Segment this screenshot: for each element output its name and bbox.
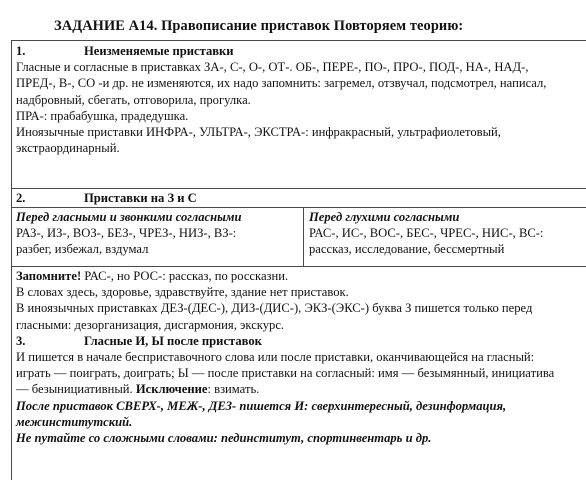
section-1-text: Иноязычные приставки ИНФРА-, УЛЬТРА-, ЭКСТРА-: инфракрасный, ультрафиолетовый, <box>16 125 501 140</box>
exception-label: Исключение <box>135 382 208 397</box>
voiced-column-heading: Перед гласными и звонкими согласными <box>16 210 242 224</box>
remember-label: Запомните! <box>16 269 82 283</box>
section-2-number: 2. <box>16 191 26 205</box>
voiceless-column-heading: Перед глухими согласными <box>309 210 460 224</box>
section-1-header <box>16 43 546 59</box>
table-divider <box>12 266 586 267</box>
section-3-text: играть — поиграть, доиграть; Ы — после приставки на согласный: имя — безымянный, инициатива <box>16 366 555 381</box>
section-1-text: ПРА-: прабабушка, прадедушка. <box>16 108 189 123</box>
section-3-exception-line <box>16 381 554 397</box>
voiced-column <box>16 209 241 258</box>
section-2-header <box>16 190 197 206</box>
table-divider <box>12 207 586 208</box>
section-1-number: 1. <box>16 44 26 58</box>
voiced-column-text: разбег, избежал, вздумал <box>16 242 149 257</box>
column-divider <box>303 207 304 266</box>
section-1-text: Гласные и согласные в приставках ЗА-, С-, О-, ОТ-. ОБ-, ПЕРЕ-, ПО-, ПРО-, ПОД-, НА-, НАД-, <box>16 60 529 75</box>
table-divider <box>12 188 586 189</box>
voiceless-column-text: рассказ, исследование, бессмертный <box>309 242 505 257</box>
section-3-header <box>16 333 554 349</box>
theory-table <box>11 40 586 480</box>
remember-line <box>16 268 554 284</box>
page-title: ЗАДАНИЕ А14. Правописание приставок Повторяем теорию: <box>54 18 464 34</box>
section-1-text: экстраординарный. <box>16 141 120 156</box>
remember-text: В словах здесь, здоровье, здравствуйте, здание нет приставок. <box>16 285 349 300</box>
section-2-heading: Приставки на З и С <box>84 191 197 205</box>
section-3-number: 3. <box>16 333 26 348</box>
section-3-text: — безынициативный. <box>16 382 136 397</box>
section-1-text: ПРЕД-, В-, СО -и др. не изменяются, их надо запомнить: загремел, отзвучал, подсмотрел, написал, <box>16 76 547 91</box>
remember-text: РАС-, но РОС-: рассказ, по россказни. <box>81 269 289 283</box>
remember-text: В иноязычных приставках ДЕЗ-(ДЕС-), ДИЗ-(ДИС-), ЭКЗ-(ЭКС-) буква З пишется только перед <box>16 301 533 316</box>
exception-text: : взимать. <box>207 382 260 397</box>
section-1 <box>16 43 546 156</box>
voiceless-column-text: РАС-, ИС-, ВОС-, БЕС-, ЧРЕС-, НИС-, ВС-: <box>309 226 544 241</box>
voiceless-column <box>309 209 543 258</box>
section-3-text: И пишется в начале бесприставочного слова или после приставки, оканчивающейся на гласный: <box>16 350 535 365</box>
section-3 <box>16 268 554 446</box>
section-3-note: межинститутский. <box>16 414 133 429</box>
section-3-heading: Гласные И, Ы после приставок <box>84 333 262 348</box>
voiced-column-text: РАЗ-, ИЗ-, ВОЗ-, БЕЗ-, ЧРЕЗ-, НИЗ-, ВЗ-: <box>16 226 237 241</box>
section-3-note: Не путайте со сложными словами: пединститут, спортинвентарь и др. <box>16 431 432 446</box>
remember-text: гласными: дезорганизация, дисгармония, экскурс. <box>16 317 285 332</box>
section-1-heading: Неизменяемые приставки <box>84 44 234 58</box>
section-3-note: После приставок СВЕРХ-, МЕЖ-, ДЕЗ- пишется И: сверхинтересный, дезинформация, <box>16 398 507 413</box>
section-1-text: надбровный, сбегать, отговорила, прогулка. <box>16 92 251 107</box>
